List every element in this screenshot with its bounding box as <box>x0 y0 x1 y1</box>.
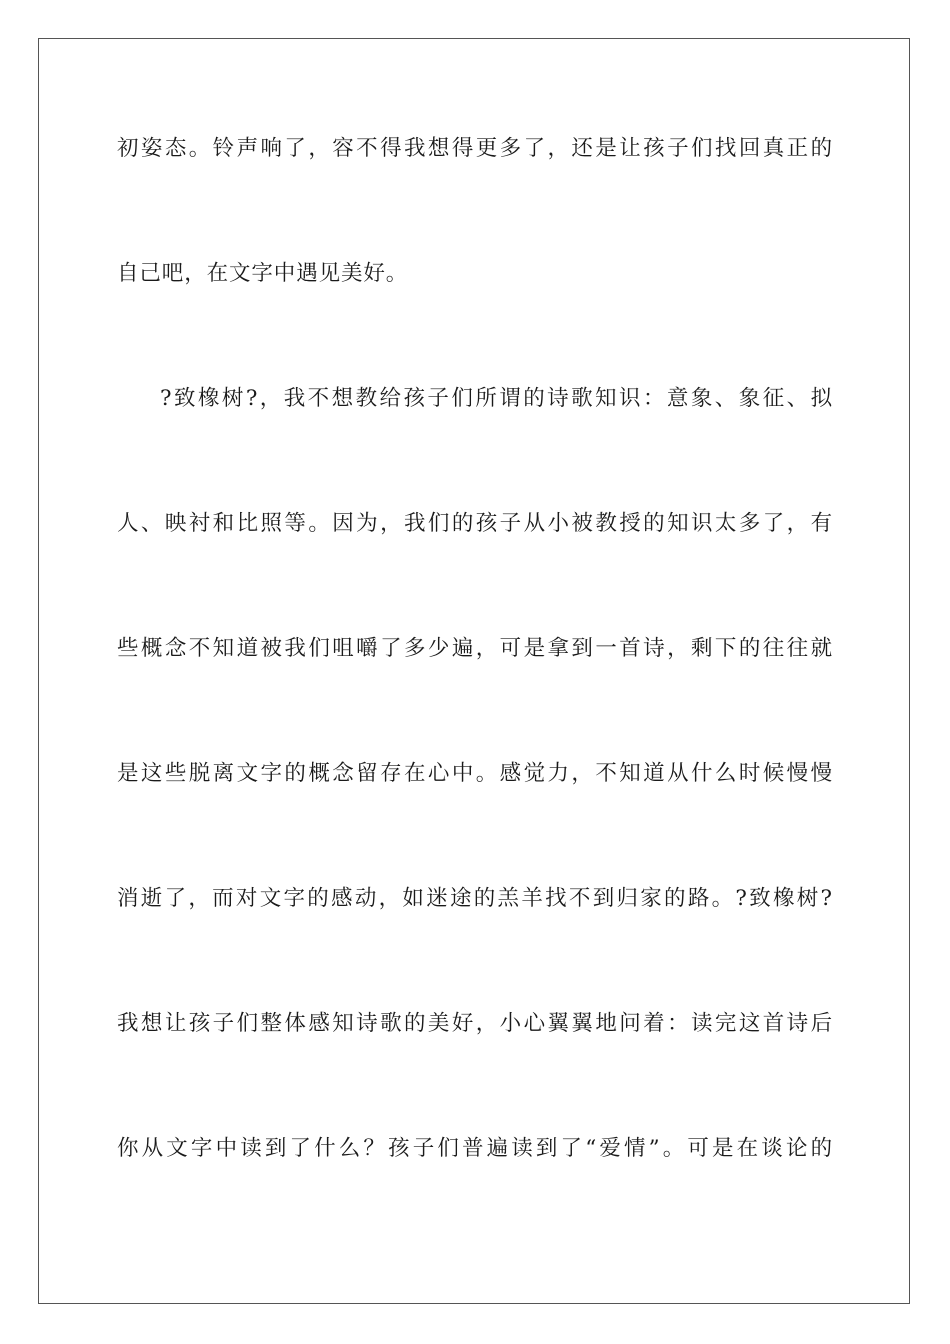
text-line-3: ?致橡树?，我不想教给孩子们所谓的诗歌知识：意象、象征、拟 <box>160 386 833 411</box>
text-line-4: 人、映衬和比照等。因为，我们的孩子从小被教授的知识太多了，有 <box>117 511 833 536</box>
text-line-1: 初姿态。铃声响了，容不得我想得更多了，还是让孩子们找回真正的 <box>117 136 833 161</box>
text-line-5: 些概念不知道被我们咀嚼了多少遍，可是拿到一首诗，剩下的往往就 <box>117 636 833 661</box>
text-line-8: 我想让孩子们整体感知诗歌的美好，小心翼翼地问着：读完这首诗后 <box>117 1011 833 1036</box>
text-line-6: 是这些脱离文字的概念留存在心中。感觉力，不知道从什么时候慢慢 <box>117 761 833 786</box>
page-frame <box>38 38 910 1304</box>
text-line-9: 你从文字中读到了什么？孩子们普遍读到了“爱情”。可是在谈论的 <box>117 1136 833 1161</box>
text-line-7: 消逝了，而对文字的感动，如迷途的羔羊找不到归家的路。?致橡树? <box>117 886 833 911</box>
text-line-2: 自己吧，在文字中遇见美好。 <box>117 261 409 286</box>
